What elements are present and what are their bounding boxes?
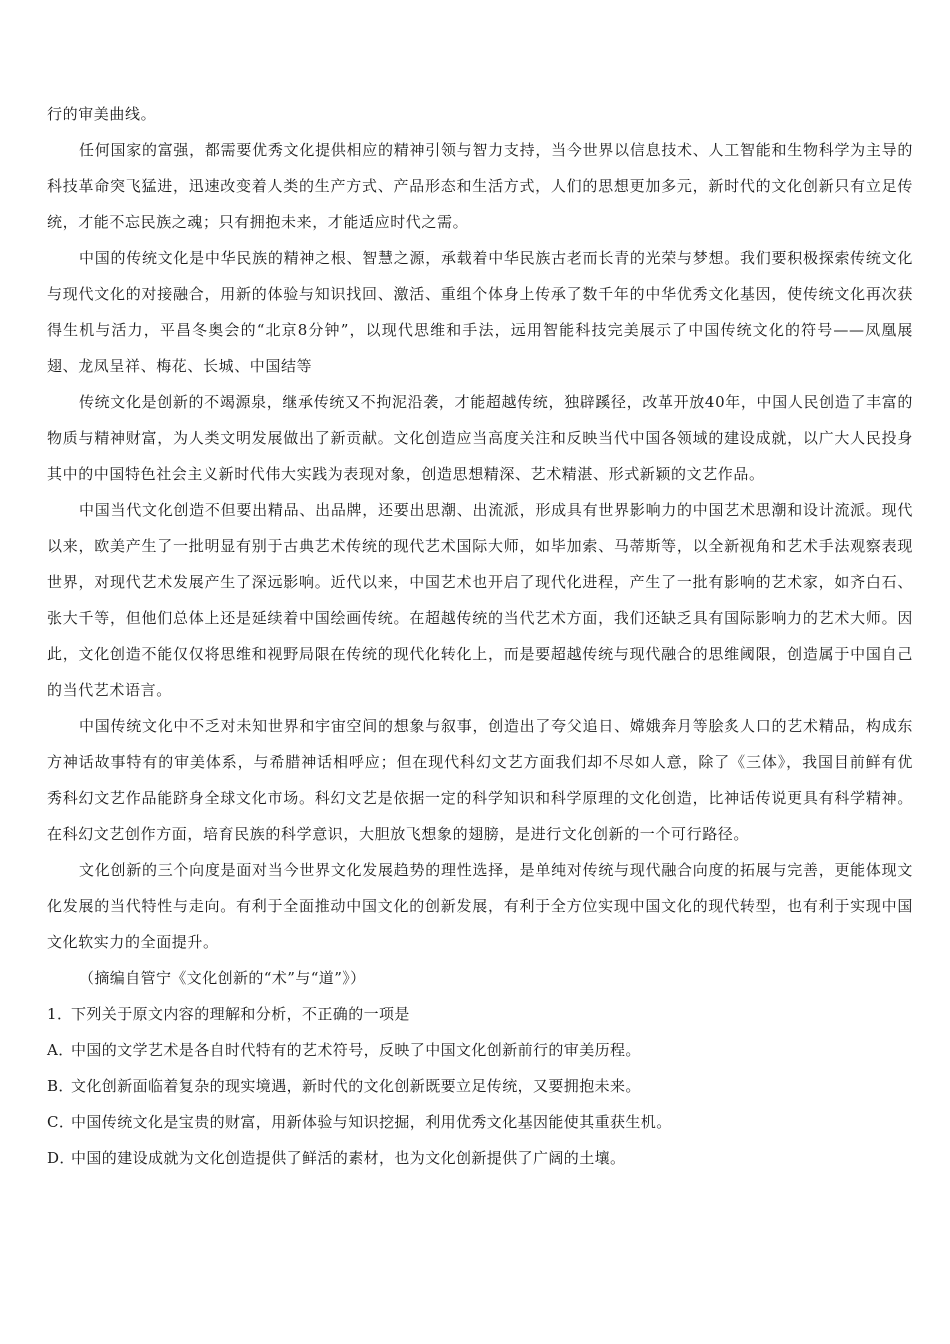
- option-letter: B．: [47, 1077, 74, 1095]
- option-a[interactable]: [47, 1032, 913, 1068]
- question-stem: [47, 996, 913, 1032]
- question-number: 1．: [47, 1005, 73, 1023]
- passage-paragraph-5: 中国当代文化创造不但要出精品、出品牌，还要出思潮、出流派，形成具有世界影响力的中国艺术思潮和设计流派。现代以来，欧美产生了一批明显有别于古典艺术传统的现代艺术国际大师，如毕加索、马蒂斯等，以全新视角和艺术手法观察表现世界，对现代艺术发展产生了深远影响。近代以来，中国艺术也开启了现代化进程，产生了一批有影响的艺术家，如齐白石、张大千等，但他们总体上还是延续着中国绘画传统。在超越传统的当代艺术方面，我们还缺乏具有国际影响力的艺术大师。因此，文化创造不能仅仅将思维和视野局限在传统的现代化转化上，而是要超越传统与现代融合的思维阈限，创造属于中国自己的当代艺术语言。: [47, 501, 913, 699]
- option-c[interactable]: [47, 1104, 913, 1140]
- option-text: 中国的文学艺术是各自时代特有的艺术符号，反映了中国文化创新前行的审美历程。: [71, 1041, 641, 1059]
- passage-paragraph-3: 中国的传统文化是中华民族的精神之根、智慧之源，承载着中华民族古老而长青的光荣与梦想。我们要积极探索传统文化与现代文化的对接融合，用新的体验与知识找回、激活、重组个体身上传承了数千年的中华优秀文化基因，使传统文化再次获得生机与活力，平昌冬奥会的“北京8分钟”，以现代思维和手法，远用智能科技完美展示了中国传统文化的符号——凤凰展翅、龙凤呈祥、梅花、长城、中国结等: [47, 249, 913, 375]
- passage-paragraph-7: 文化创新的三个向度是面对当今世界文化发展趋势的理性选择，是单纯对传统与现代融合向度的拓展与完善，更能体现文化发展的当代特性与走向。有利于全面推动中国文化的创新发展，有利于全方位实现中国文化的现代转型，也有利于实现中国文化软实力的全面提升。: [47, 861, 913, 951]
- option-b[interactable]: [47, 1068, 913, 1104]
- option-text: 中国传统文化是宝贵的财富，用新体验与知识挖掘，利用优秀文化基因能使其重获生机。: [71, 1113, 672, 1131]
- option-text: 中国的建设成就为文化创造提供了鲜活的素材，也为文化创新提供了广阔的土壤。: [71, 1149, 626, 1167]
- document-page: [47, 96, 913, 1176]
- passage-paragraph-2: 任何国家的富强，都需要优秀文化提供相应的精神引领与智力支持，当今世界以信息技术、人工智能和生物科学为主导的科技革命突飞猛进，迅速改变着人类的生产方式、产品形态和生活方式，人们的思想更加多元，新时代的文化创新只有立足传统，才能不忘民族之魂；只有拥抱未来，才能适应时代之需。: [47, 141, 913, 231]
- option-letter: D．: [47, 1149, 75, 1167]
- passage-paragraph-6: 中国传统文化中不乏对未知世界和宇宙空间的想象与叙事，创造出了夸父追日、嫦娥奔月等脍炙人口的艺术精品，构成东方神话故事特有的审美体系，与希腊神话相呼应；但在现代科幻文艺方面我们却不尽如人意，除了《三体》，我国目前鲜有优秀科幻文艺作品能跻身全球文化市场。科幻文艺是依据一定的科学知识和科学原理的文化创造，比神话传说更具有科学精神。在科幻文艺创作方面，培育民族的科学意识，大胆放飞想象的翅膀，是进行文化创新的一个可行路径。: [47, 717, 913, 843]
- passage-source: （摘编自管宁《文化创新的“术”与“道”》）: [79, 969, 366, 987]
- option-letter: C．: [47, 1113, 75, 1131]
- option-d[interactable]: [47, 1140, 913, 1176]
- option-text: 文化创新面临着复杂的现实境遇，新时代的文化创新既要立足传统，又要拥抱未来。: [71, 1077, 641, 1095]
- question-text: 下列关于原文内容的理解和分析，不正确的一项是: [71, 1005, 410, 1023]
- option-letter: A．: [47, 1041, 74, 1059]
- passage-paragraph-4: 传统文化是创新的不竭源泉，继承传统又不拘泥沿袭，才能超越传统，独辟蹊径，改革开放40年，中国人民创造了丰富的物质与精神财富，为人类文明发展做出了新贡献。文化创造应当高度关注和反映当代中国各领域的建设成就，以广大人民投身其中的中国特色社会主义新时代伟大实践为表现对象，创造思想精深、艺术精湛、形式新颖的文艺作品。: [47, 393, 913, 483]
- passage-paragraph-1: 行的审美曲线。: [47, 105, 157, 123]
